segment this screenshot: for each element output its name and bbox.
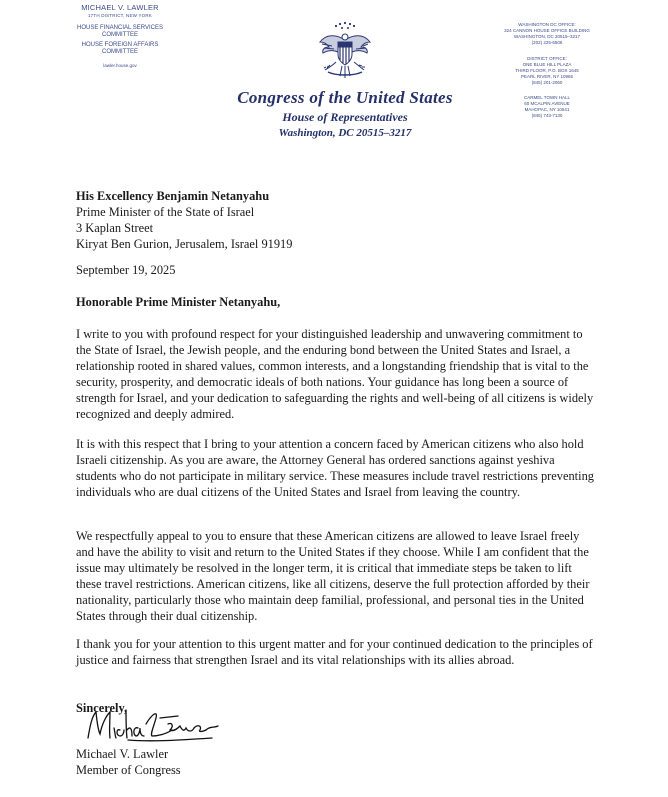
carmel-office-city: MAHOPAC, NY 10541 <box>524 107 570 112</box>
district-office-block <box>482 56 612 86</box>
recipient-address <box>76 188 596 252</box>
dc-address: Washington, DC 20515–3217 <box>278 127 412 139</box>
dc-office-phone: (202) 225-6506 <box>531 40 563 45</box>
recipient-city: Kiryat Ben Gurion, Jerusalem, Israel 91919 <box>76 237 293 251</box>
dc-office-city: WASHINGTON, DC 20515–3217 <box>513 34 581 39</box>
signatory-name: Michael V. Lawler <box>76 747 169 761</box>
salutation: Honorable Prime Minister Netanyahu, <box>76 295 281 309</box>
committee-2-line-2: COMMITTEE <box>102 49 138 55</box>
carmel-office-label: CARMEL TOWN HALL <box>524 95 570 100</box>
dc-office-block <box>482 22 612 46</box>
letterhead-titles <box>200 88 490 140</box>
closing: Sincerely, <box>76 701 128 715</box>
district-office-label: DISTRICT OFFICE: <box>527 56 567 61</box>
member-district: 17TH DISTRICT, NEW YORK <box>87 13 153 18</box>
handwritten-signature <box>82 704 222 748</box>
committee-foreign-affairs <box>60 42 180 56</box>
committee-1-line-2: COMMITTEE <box>102 32 138 38</box>
paragraph-1: I write to you with profound respect for your distinguished leadership and unwavering commitment to the State of Israel, the Jewish people, and the enduring bond between the United States and Israel, a relationship rooted in shared values, common interests, and a longstanding friendship that is vital to the security, prosperity, and democratic ideals of both nations. Your guidance has long been a source of strength for Israel, and your dedication to safeguarding the rights and well-being of all citizens is widely recognized and deeply admired. <box>76 327 594 421</box>
dc-office-building: 324 CANNON HOUSE OFFICE BUILDING <box>504 28 590 33</box>
recipient-name: His Excellency Benjamin Netanyahu <box>76 189 270 203</box>
paragraph-2: It is with this respect that I bring to your attention a concern faced by American citizens who also hold Israeli citizenship. As you are aware, the Attorney General has ordered sanctions against yeshiva students who do not participate in military service. These measures include travel restrictions preventing individuals who are dual citizens of the United States and Israel from leaving the country. <box>76 437 594 499</box>
paragraph-4: I thank you for your attention to this urgent matter and for your continued dedication to the principles of justice and fairness that strengthen Israel and its vital relationships with its allies abroad. <box>76 637 593 667</box>
carmel-office-street: 60 MCALPIN AVENUE <box>524 101 570 106</box>
committee-2-line-1: HOUSE FOREIGN AFFAIRS <box>81 42 159 48</box>
carmel-office-phone: (845) 743-7130 <box>531 113 563 118</box>
signatory-title: Member of Congress <box>76 763 181 777</box>
letterhead-left <box>60 3 180 69</box>
recipient-title: Prime Minister of the State of Israel <box>76 205 255 219</box>
letter-date: September 19, 2025 <box>76 263 176 277</box>
carmel-office-block <box>482 95 612 119</box>
website-link: lawler.house.gov <box>103 63 137 68</box>
paragraph-3: We respectfully appeal to you to ensure that these American citizens are allowed to leave Israel freely and have the ability to visit and return to the United States if they choose. While I am confident that the issue may ultimately be resolved in the longer term, it is critical that immediate steps be taken to lift these travel restrictions. American citizens, like all citizens, deserve the full protection afforded by their nationality, particularly those who maintain deep familial, professional, and personal ties in the United States through their dual citizenship. <box>76 529 590 623</box>
member-name-header: MICHAEL V. LAWLER <box>81 3 159 12</box>
district-office-floor: THIRD FLOOR, P.O. BOX 1645 <box>515 68 579 73</box>
committee-financial-services <box>60 25 180 39</box>
district-office-city: PEARL RIVER, NY 10965 <box>520 74 574 79</box>
eagle-seal-icon <box>318 20 372 84</box>
district-office-phone: (845) 201-2060 <box>531 80 563 85</box>
letterhead-right <box>482 22 612 125</box>
district-office-plaza: ONE BLUE HILL PLAZA <box>522 62 572 67</box>
house-title: House of Representatives <box>282 110 408 124</box>
dc-office-label: WASHINGTON DC OFFICE: <box>518 22 576 27</box>
committee-1-line-1: HOUSE FINANCIAL SERVICES <box>76 25 164 31</box>
congress-title: Congress of the United States <box>237 88 453 107</box>
recipient-street: 3 Kaplan Street <box>76 221 154 235</box>
